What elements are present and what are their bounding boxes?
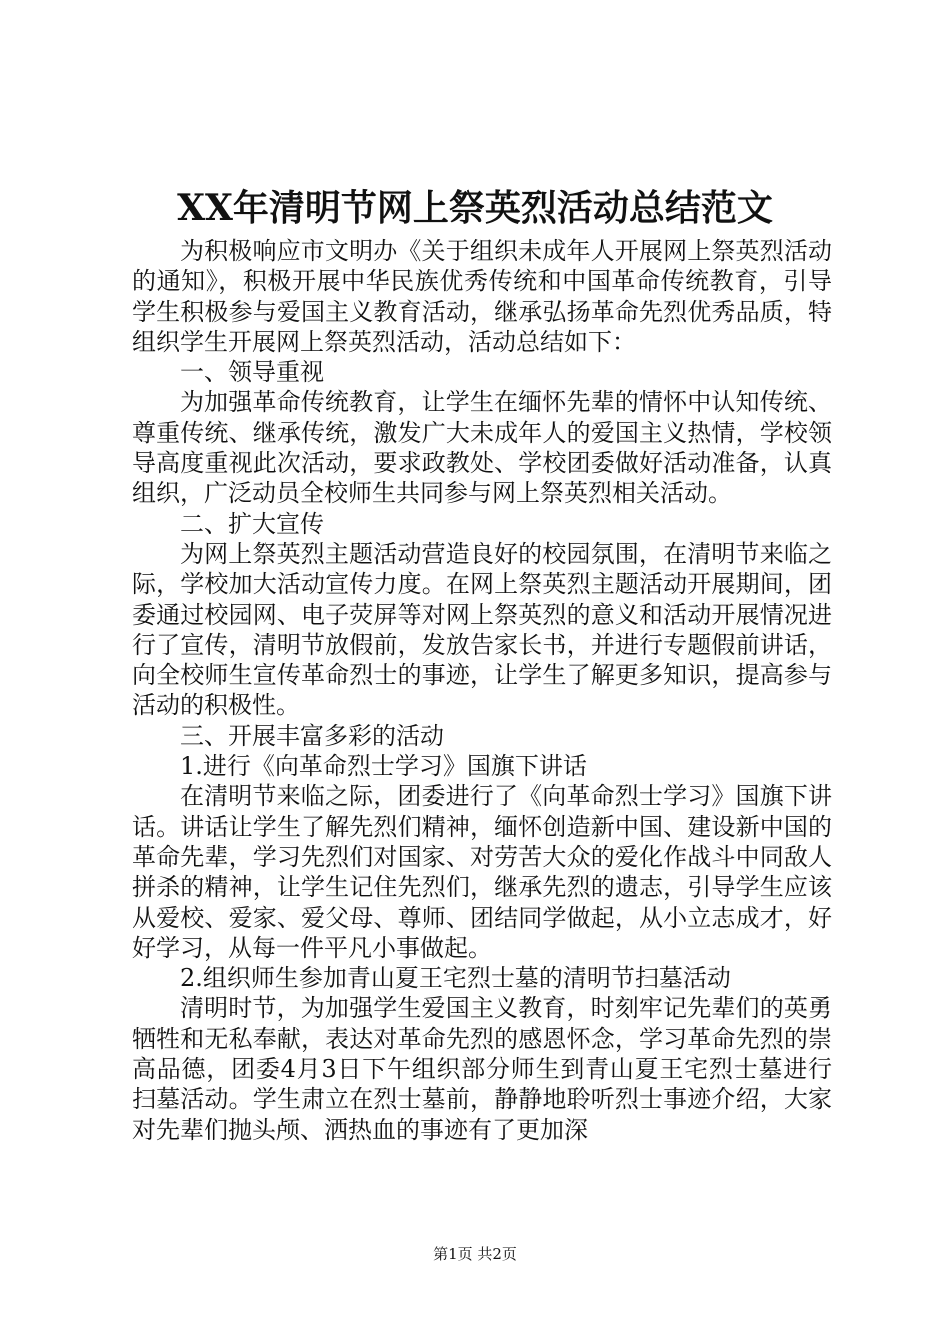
section-paragraph-publicity: 为网上祭英烈主题活动营造良好的校园氛围，在清明节来临之际，学校加大活动宣传力度。在网上祭英烈主题活动开展期间，团委通过校园网、电子荧屏等对网上祭英烈的意义和活动开展情况进行了宣传，清明节放假前，发放告家长书，并进行专题假前讲话，向全校师生宣传革命烈士的事迹，让学生了解更多知识，提高参与活动的积极性。: [132, 539, 832, 720]
activity-heading-tomb-sweeping: 2.组织师生参加青山夏王宅烈士墓的清明节扫墓活动: [180, 964, 731, 993]
activity-paragraph-tomb-sweeping: 清明时节，为加强学生爱国主义教育，时刻牢记先辈们的英勇牺牲和无私奉献，表达对革命先烈的感恩怀念，学习革命先烈的崇高品德，团委4月3日下午组织部分师生到青山夏王宅烈士墓进行扫墓活动。学生肃立在烈士墓前，静静地聆听烈士事迹介绍，大家对先辈们抛头颅、洒热血的事迹有了更加深: [132, 994, 832, 1144]
document-title: XX年清明节网上祭英烈活动总结范文: [177, 187, 773, 229]
activity-heading-flag-speech: 1.进行《向革命烈士学习》国旗下讲话: [180, 752, 587, 781]
section-paragraph-leadership: 为加强革命传统教育，让学生在缅怀先辈的情怀中认知传统、尊重传统、继承传统，激发广大未成年人的爱国主义热情，学校领导高度重视此次活动，要求政教处、学校团委做好活动准备，认真组织，广泛动员全校师生共同参与网上祭英烈相关活动。: [132, 388, 832, 508]
page-number-footer: 第1页 共2页: [433, 1245, 517, 1263]
intro-paragraph: 为积极响应市文明办《关于组织未成年人开展网上祭英烈活动的通知》，积极开展中华民族优秀传统和中国革命传统教育，引导学生积极参与爱国主义教育活动，继承弘扬革命先烈优秀品质，特组织学生开展网上祭英烈活动，活动总结如下：: [132, 237, 832, 356]
document-body: [132, 236, 832, 1145]
section-heading-leadership: 一、领导重视: [180, 358, 324, 387]
activity-paragraph-flag-speech: 在清明节来临之际，团委进行了《向革命烈士学习》国旗下讲话。讲话让学生了解先烈们精神，缅怀创造新中国、建设新中国的革命先辈，学习先烈们对国家、对劳苦大众的爱化作战斗中同敌人拼杀的精神，让学生记住先烈们，继承先烈的遗志，引导学生应该从爱校、爱家、爱父母、尊师、团结同学做起，从小立志成才，好好学习，从每一件平凡小事做起。: [132, 782, 832, 962]
section-heading-activities: 三、开展丰富多彩的活动: [180, 721, 444, 750]
section-heading-publicity: 二、扩大宣传: [180, 509, 324, 538]
